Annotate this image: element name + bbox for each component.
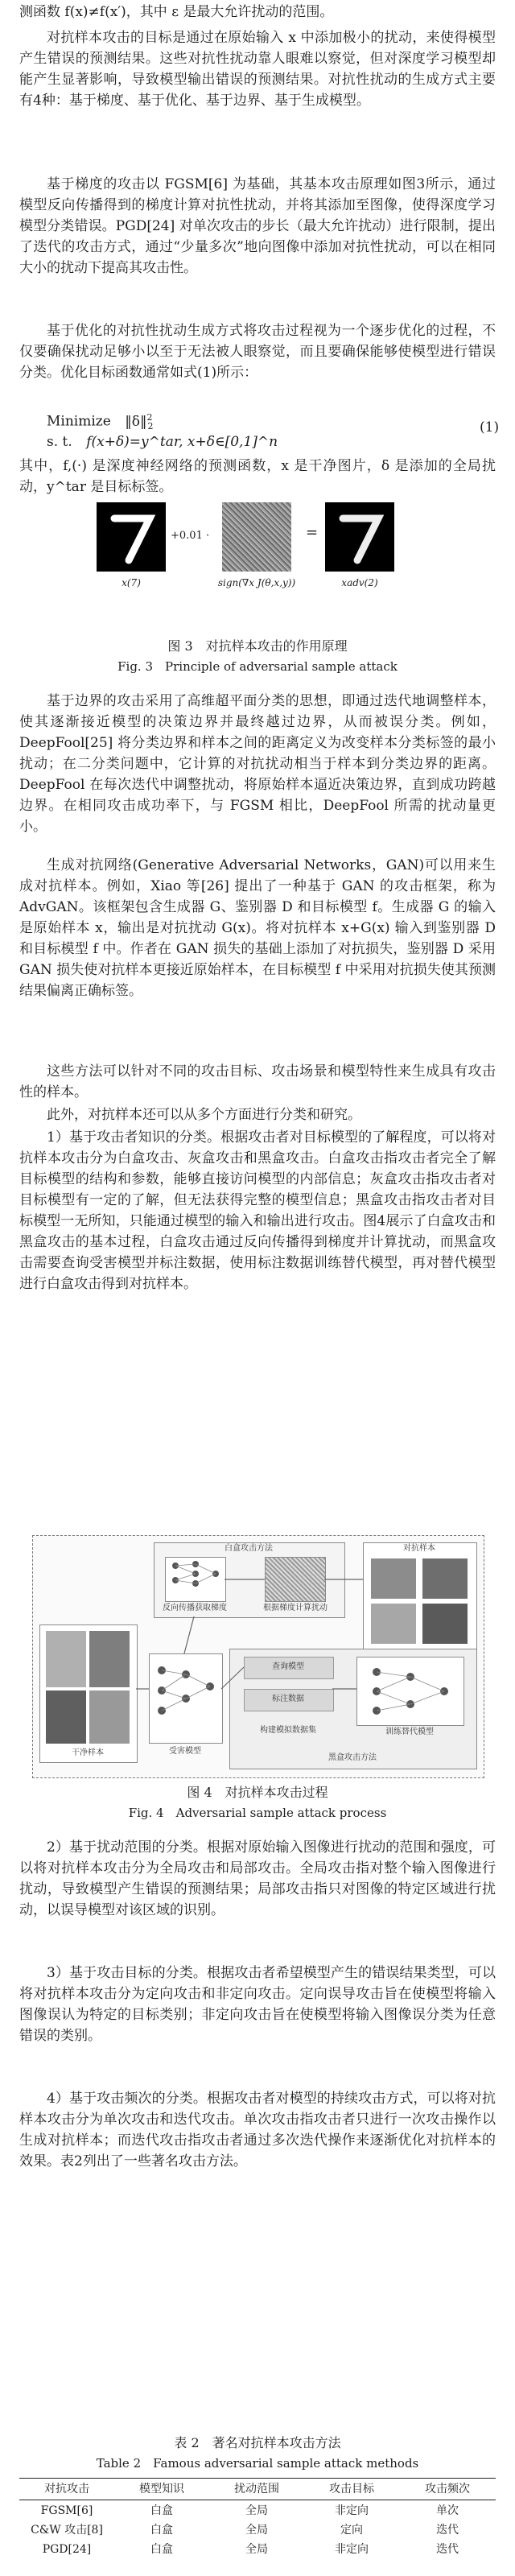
table-cell: 非定向 [335, 2504, 369, 2517]
paragraph-5: 基于边界的攻击采用了高维超平面分类的思想，即通过迭代地调整样本，使其逐渐接近模型的决策边界并最终越过边界，从而被误分类。例如，DeepFool[25] 将分类边界和样本之间的距离定义为改变样本分类标签的最小扰动；在二分类问题中，它计算的对抗扰动相当于样本到分类边界的距离。DeepFool 在每次迭代中调整扰动，将原始样本逼近决策边界，直到成功跨越边界。在相同攻击成功率下，与 FGSM 相比，DeepFool 所需的扰动量更小。 [19, 693, 496, 835]
paragraph-8: 此外，对抗样本还可以从多个方面进行分类和研究。 [47, 1107, 361, 1123]
formula-minimize-label: Minimize [47, 413, 111, 430]
white-box-title: 白盒攻击方法 [225, 1544, 273, 1553]
table-cell: C&W 攻击[8] [31, 2524, 103, 2537]
train-substitute-label: 训练替代模型 [385, 1728, 434, 1736]
perturbation-label: sign(∇x J(θ,x,y)) [217, 577, 296, 588]
formula-line-2 [47, 431, 278, 452]
table-header-knowledge: 模型知识 [139, 2483, 184, 2496]
perturb-label: 根据梯度计算扰动 [263, 1604, 328, 1612]
equals-sign: = [306, 524, 319, 541]
table-header-target: 攻击目标 [329, 2483, 374, 2496]
formula-norm: ‖δ‖ [125, 413, 147, 430]
table-cell: FGSM[6] [40, 2504, 93, 2517]
table-cell: 全局 [245, 2543, 268, 2556]
formula-number: (1) [480, 419, 500, 436]
table-cell: 白盒 [150, 2524, 173, 2537]
table-2-caption-en: Table 2 Famous adversarial sample attack methods [96, 2456, 419, 2471]
backprop-label: 反向传播获取梯度 [163, 1604, 227, 1612]
adversarial-image-label: xadv(2) [341, 577, 378, 588]
formula-constraint: f(x+δ)=y^tar, x+δ∈[0,1]^n [86, 434, 278, 450]
figure-3 [0, 502, 515, 633]
paragraph-7: 这些方法可以针对不同的攻击目标、攻击场景和模型特性来生成具有攻击性的样本。 [19, 1063, 496, 1100]
clean-samples-label: 干净样本 [72, 1748, 104, 1757]
table-cell: 白盒 [150, 2543, 173, 2556]
paragraph-1: 对抗样本攻击的目标是通过在原始输入 x 中添加极小的扰动，来使得模型产生错误的预测结果。这些对抗性扰动靠人眼难以察觉，但对深度学习模型却能产生显著影响，导致模型输出错误的预测结果。对抗性扰动的生成方式主要有4种：基于梯度、基于优化、基于边界、基于生成模型。 [19, 30, 496, 109]
paragraph-10: 2）基于扰动范围的分类。根据对原始输入图像进行扰动的范围和强度，可以将对抗样本攻击分为全局攻击和局部攻击。全局攻击指对整个输入图像进行扰动，导致模型产生错误的预测结果；局部攻击指只对图像的特定区域进行扰动，以误导模型对该区域的识别。 [19, 1839, 496, 1918]
victim-model-label: 受害模型 [169, 1747, 201, 1756]
clean-image-label: x(7) [122, 577, 141, 588]
table-header-method: 对抗攻击 [44, 2483, 89, 2496]
table-header-frequency: 攻击频次 [425, 2483, 470, 2496]
label-data-label: 标注数据 [272, 1695, 304, 1703]
black-box-title: 黑盒攻击方法 [328, 1753, 377, 1762]
table-top-rule [19, 2478, 496, 2479]
table-cell: 迭代 [436, 2524, 459, 2537]
table-cell: 全局 [245, 2504, 268, 2517]
paragraph-12: 4）基于攻击频次的分类。根据攻击者对模型的持续攻击方式，可以将对抗样本攻击分为单次攻击和迭代攻击。单次攻击指攻击者只进行一次攻击操作以生成对抗样本；而迭代攻击指攻击者通过多次迭代操作来逐渐优化对抗样本的效果。表2列出了一些著名攻击方法。 [19, 2091, 496, 2169]
paragraph-9: 1）基于攻击者知识的分类。根据攻击者对目标模型的了解程度，可以将对抗样本攻击分为白盒攻击、灰盒攻击和黑盒攻击。白盒攻击指攻击者完全了解目标模型的结构和参数，能够直接访问模型的内部信息；灰盒攻击指攻击者对目标模型有一定的了解，但无法获得完整的模型信息；黑盒攻击指攻击者对目标模型一无所知，只能通过模型的输入和输出进行攻击。图4展示了白盒攻击和黑盒攻击的基本过程，白盒攻击通过反向传播得到梯度并计算扰动，而黑盒攻击需要查询受害模型并标注数据，使用标注数据训练替代模型，再对替代模型进行白盒攻击得到对抗样本。 [19, 1129, 496, 1292]
formula-sub: 2 [147, 421, 154, 432]
table-cell: 白盒 [150, 2504, 173, 2517]
formula-sup: 2 [146, 412, 153, 423]
table-header-scope: 扰动范围 [234, 2483, 279, 2496]
paragraph-3: 基于优化的对抗性扰动生成方式将攻击过程视为一个逐步优化的过程，不仅要确保扰动足够小以至于无法被人眼察觉，而且要确保能够使模型进行错误分类。优化目标函数通常如式(1)所示： [19, 323, 496, 381]
figure-4-caption-en: Fig. 4 Adversarial sample attack process [128, 1806, 387, 1820]
paragraph-0: 测函数 f(x)≠f(x′)，其中 ε 是最大允许扰动的范围。 [19, 4, 334, 20]
paragraph-11: 3）基于攻击目标的分类。根据攻击者希望模型产生的错误结果类型，可以将对抗样本攻击分为定向攻击和非定向攻击。定向误导攻击旨在使模型将输入图像误认为特定的目标类别；非定向攻击旨在使模型将输入图像误分类为任意错误的类别。 [19, 1965, 496, 2044]
figure-4 [32, 1535, 484, 1778]
table-cell: 非定向 [335, 2543, 369, 2556]
table-cell: 迭代 [436, 2543, 459, 2556]
figure-3-caption-en: Fig. 3 Principle of adversarial sample attack [117, 659, 398, 674]
table-cell: 定向 [340, 2524, 363, 2537]
figure-3-caption-cn: 图 3 对抗样本攻击的作用原理 [167, 638, 348, 654]
paragraph-4: 其中，f,(·) 是深度神经网络的预测函数，x 是干净图片，δ 是添加的全局扰动，y^tar 是目标标签。 [19, 458, 496, 495]
figure-4-arrows [33, 1536, 484, 1777]
adversarial-digit-image [325, 502, 394, 572]
table-cell: 单次 [436, 2504, 459, 2517]
formula-st-label: s. t. [47, 434, 72, 450]
perturbation-noise-image [222, 502, 291, 572]
table-cell: 全局 [245, 2524, 268, 2537]
paragraph-2: 基于梯度的攻击以 FGSM[6] 为基础，其基本攻击原理如图3所示，通过模型反向传播得到的梯度计算对抗性扰动，并将其添加至图像，使得深度学习模型分类错误。PGD[24] 对单次攻击的步长（最大允许扰动）进行限制，提出了迭代的攻击方式，通过“少量多次”地向图像中添加对抗性扰动，可以在相同大小的扰动下提高其攻击性。 [19, 176, 496, 276]
query-model-label: 查询模型 [272, 1662, 304, 1671]
table-cell: PGD[24] [42, 2543, 92, 2556]
build-dataset-label: 构建模拟数据集 [260, 1726, 316, 1735]
clean-digit-image [97, 502, 166, 572]
figure-4-caption-cn: 图 4 对抗样本攻击过程 [187, 1785, 328, 1800]
table-2-caption-cn: 表 2 著名对抗样本攻击方法 [174, 2435, 341, 2450]
perturbation-coefficient: +0.01 · [171, 530, 210, 542]
adversarial-samples-title: 对抗样本 [403, 1544, 435, 1553]
paragraph-6: 生成对抗网络(Generative Adversarial Networks，GAN)可以用来生成对抗样本。例如，Xiao 等[26] 提出了一种基于 GAN 的攻击框架，称为 AdvGAN。该框架包含生成器 G、鉴别器 D 和目标模型 f。生成器 G 的输入是原始样本 x，输出是对抗扰动 G(x)。将对抗样本 x+G(x) 输入到鉴别器 D 和目标模型 f 中。作者在 GAN 损失的基础上添加了对抗损失，鉴别器 D 采用 GAN 损失使对抗样本更接近原始样本，在目标模型 f 中采用对抗损失使其预测结果偏离正确标签。 [19, 857, 496, 999]
